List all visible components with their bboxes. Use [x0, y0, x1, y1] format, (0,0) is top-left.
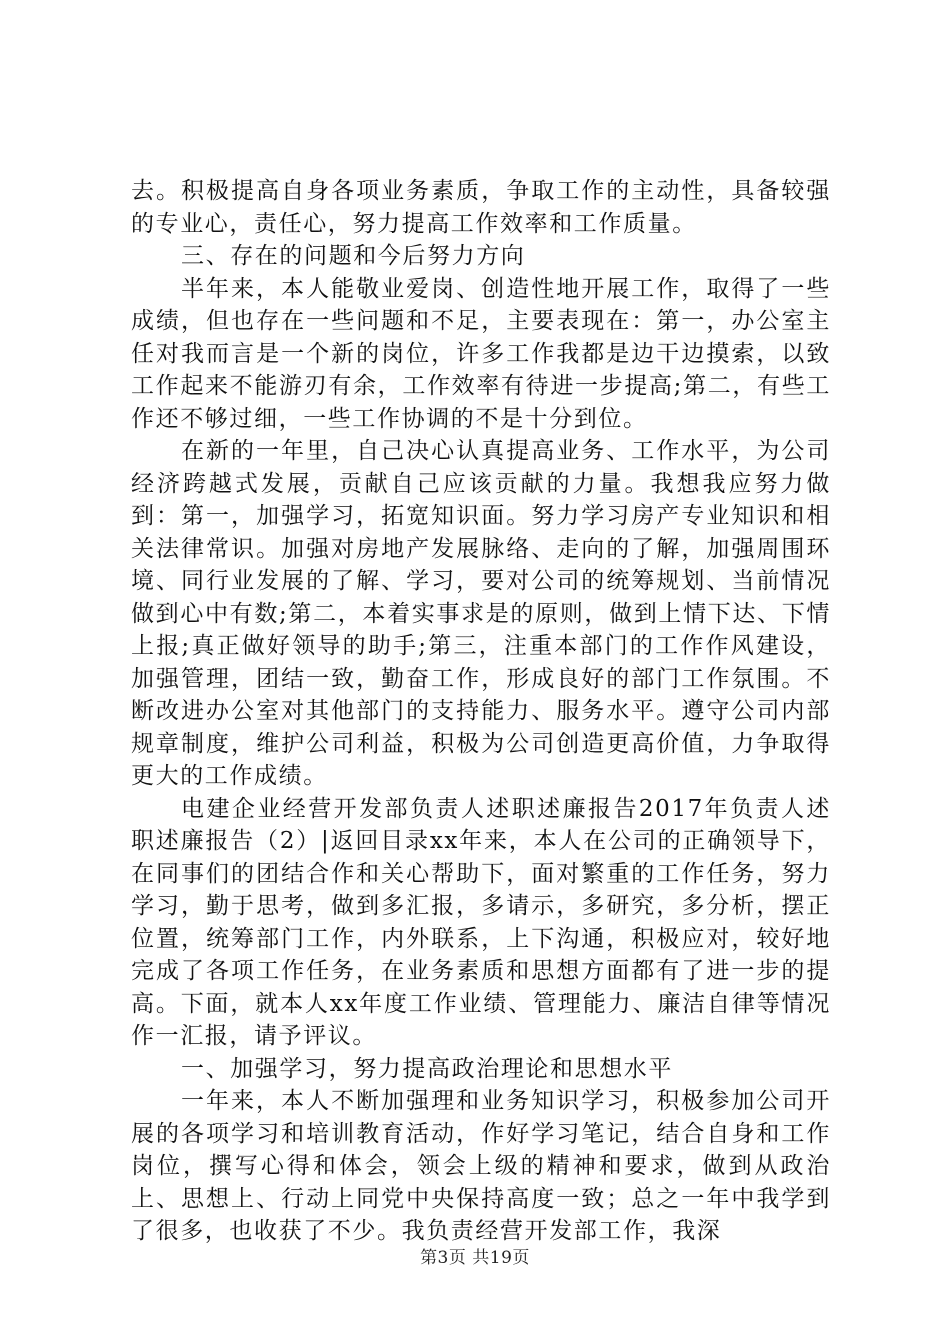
- section-heading-1: 一、加强学习，努力提高政治理论和思想水平: [181, 1055, 673, 1082]
- paragraph-1: 去。积极提高自身各项业务素质，争取工作的主动性，具备较强的专业心，责任心，努力提高工作效率和工作质量。: [131, 178, 831, 237]
- paragraph-report-intro: 电建企业经营开发部负责人述职述廉报告2017年负责人述职述廉报告（2）|返回目录xx年来，本人在公司的正确领导下，在同事们的团结合作和关心帮助下，面对繁重的工作任务，努力学习，勤于思考，做到多汇报，多请示，多研究，多分析，摆正位置，统筹部门工作，内外联系，上下沟通，积极应对，较好地完成了各项工作任务，在业务素质和思想方面都有了进一步的提高。下面，就本人xx年度工作业绩、管理能力、廉洁自律等情况作一汇报，请予评议。: [131, 795, 831, 1049]
- page-footer: 第3页 共19页: [420, 1248, 530, 1268]
- paragraph-plans: 在新的一年里，自己决心认真提高业务、工作水平，为公司经济跨越式发展，贡献自己应该贡献的力量。我想我应努力做到：第一，加强学习，拓宽知识面。努力学习房产专业知识和相关法律常识。加强对房地产发展脉络、走向的了解，加强周围环境、同行业发展的了解、学习，要对公司的统筹规划、当前情况做到心中有数;第二，本着实事求是的原则，做到上情下达、下情上报;真正做好领导的助手;第三，注重本部门的工作作风建设，加强管理，团结一致，勤奋工作，形成良好的部门工作氛围。不断改进办公室对其他部门的支持能力、服务水平。遵守公司内部规章制度，维护公司利益，积极为公司创造更高价值，力争取得更大的工作成绩。: [131, 438, 831, 789]
- body-text: [131, 175, 831, 1248]
- paragraph-study: 一年来，本人不断加强理和业务知识学习，积极参加公司开展的各项学习和培训教育活动，作好学习笔记，结合自身和工作岗位，撰写心得和体会，领会上级的精神和要求，做到从政治上、思想上、行动上同党中央保持高度一致；总之一年中我学到了很多，也收获了不少。我负责经营开发部工作，我深: [131, 1088, 831, 1244]
- section-heading-3: 三、存在的问题和今后努力方向: [181, 243, 526, 269]
- paragraph-problems: 半年来，本人能敬业爱岗、创造性地开展工作，取得了一些成绩，但也存在一些问题和不足，主要表现在：第一，办公室主任对我而言是一个新的岗位，许多工作我都是边干边摸索，以致工作起来不能游刃有余，工作效率有待进一步提高;第二，有些工作还不够过细，一些工作协调的不是十分到位。: [131, 275, 831, 432]
